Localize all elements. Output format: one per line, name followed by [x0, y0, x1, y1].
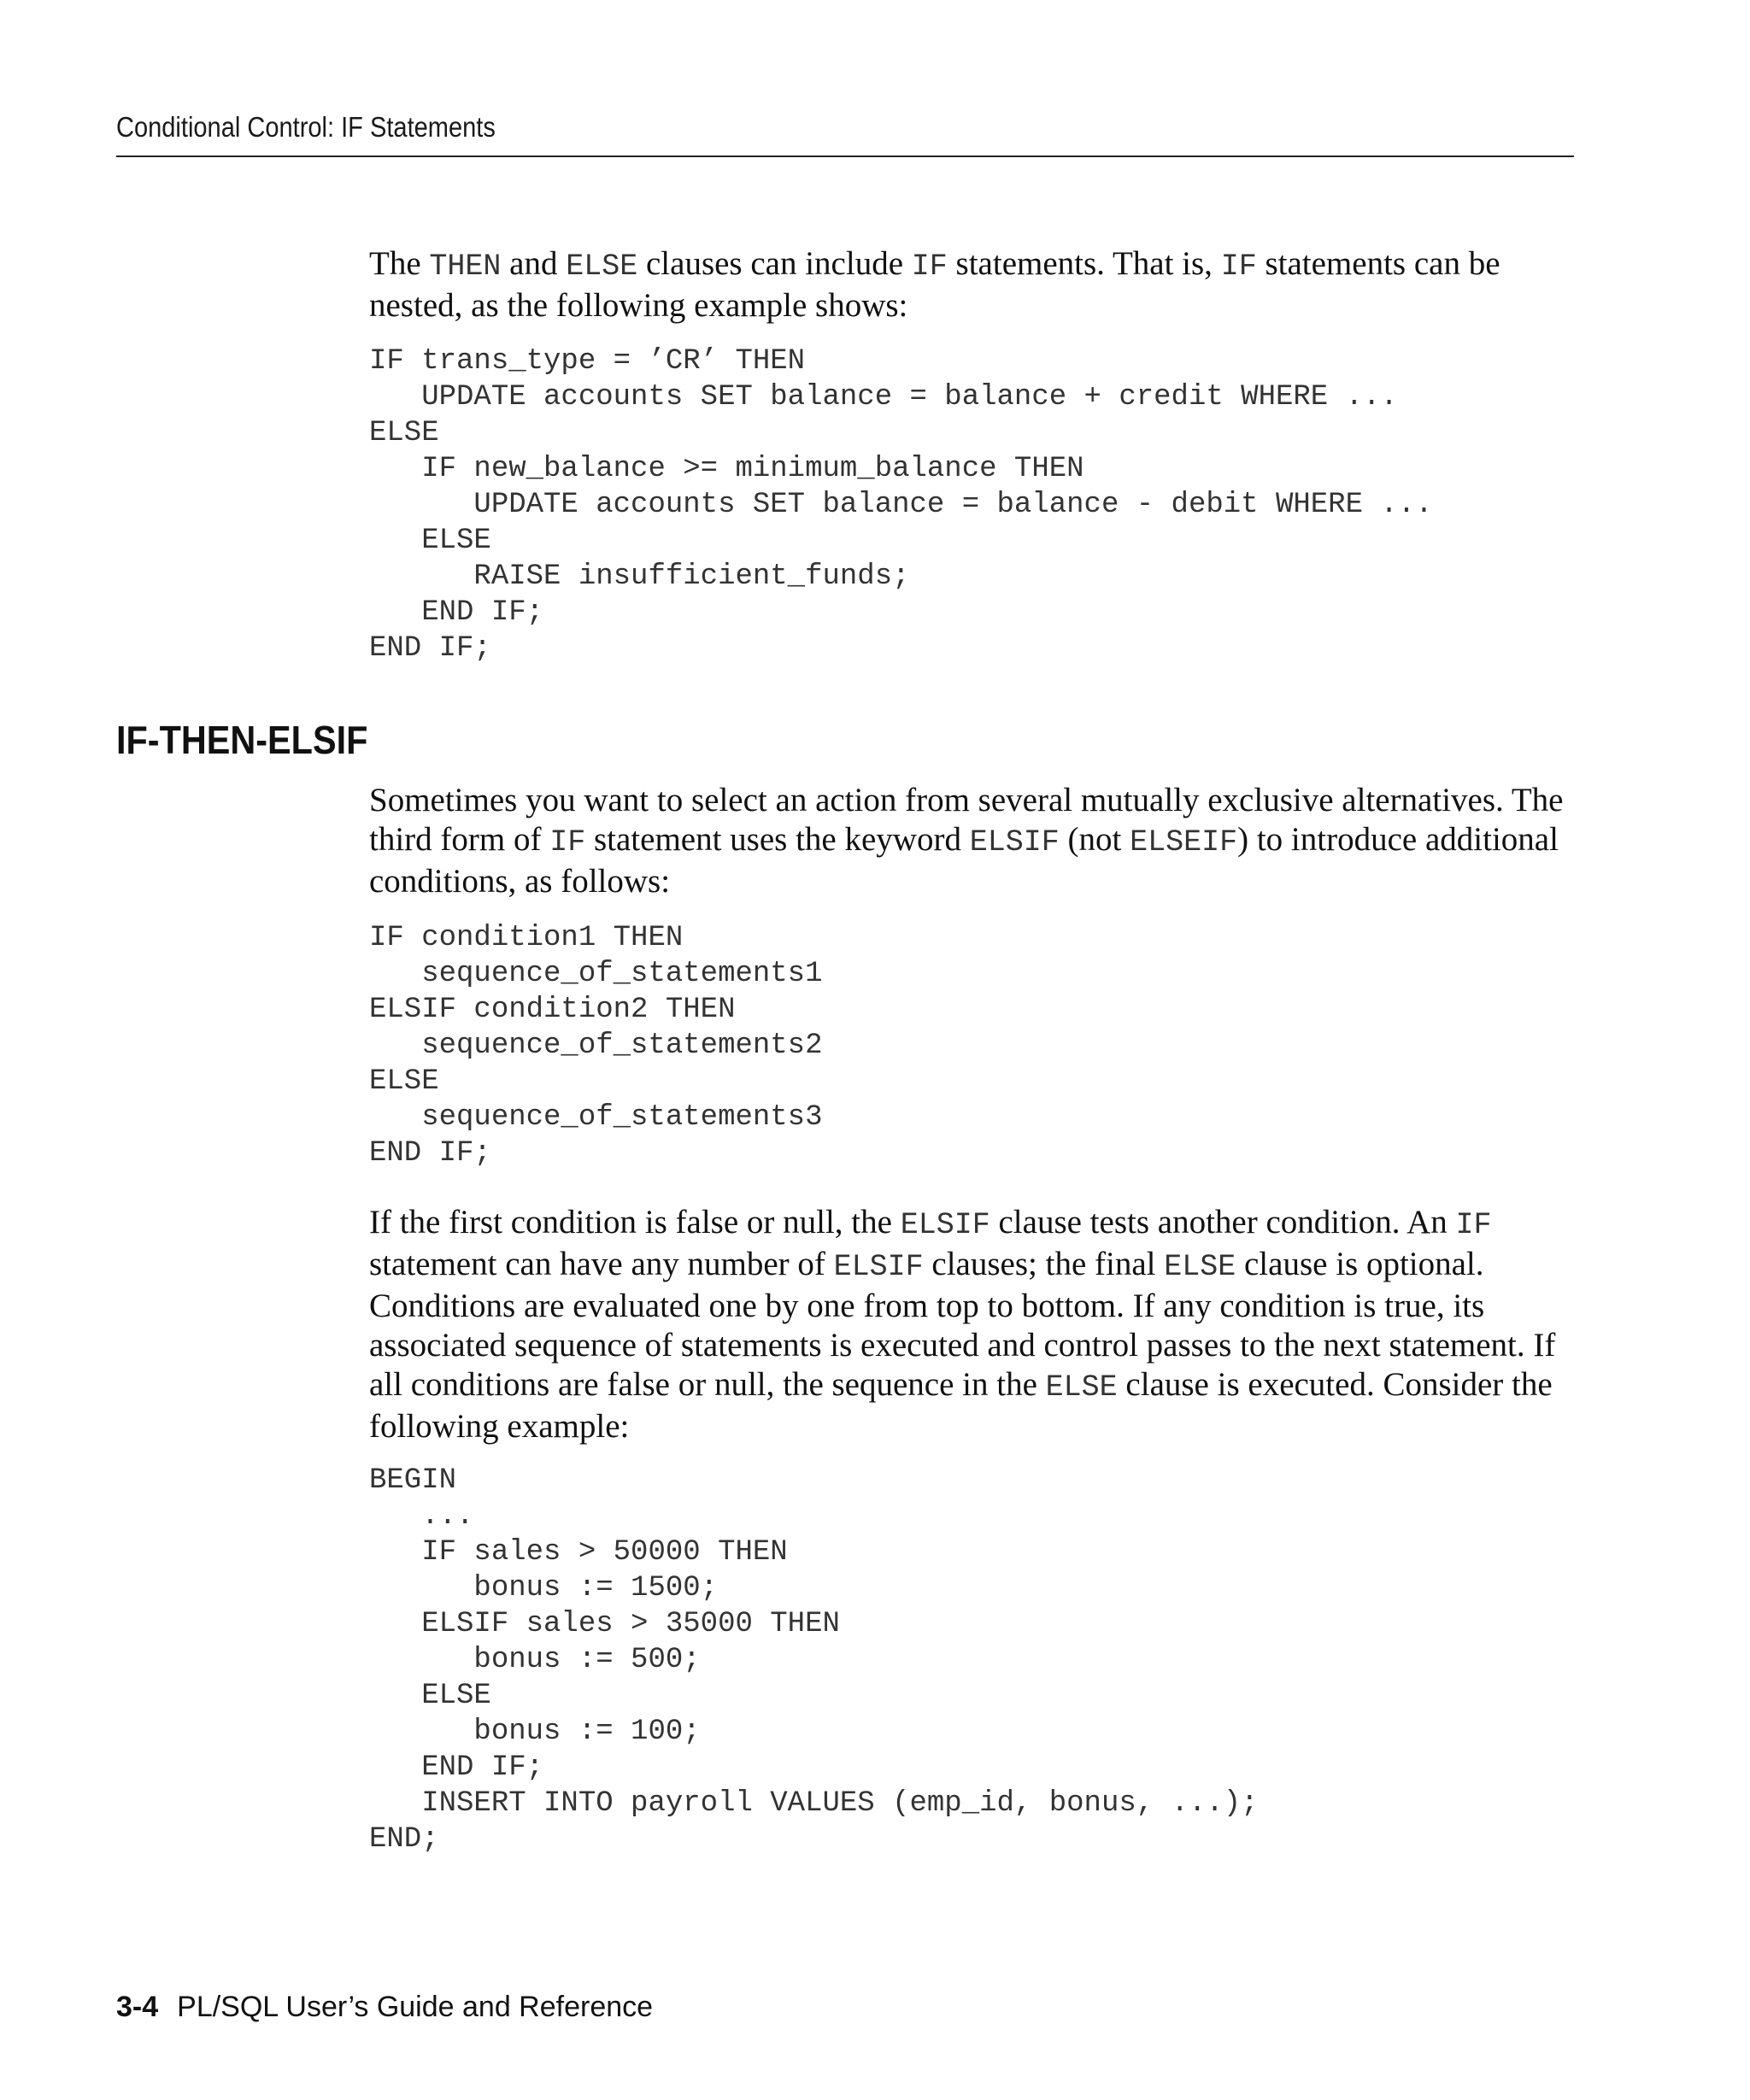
keyword-else: ELSE: [1164, 1250, 1236, 1284]
keyword-else: ELSE: [1045, 1370, 1118, 1405]
keyword-if: IF: [1220, 249, 1257, 284]
keyword-if: IF: [911, 249, 948, 284]
keyword-elseif: ELSEIF: [1130, 825, 1238, 859]
code-listing: BEGIN ... IF sales > 50000 THEN bonus := 1500; ELSIF sales > 35000 THEN bonus := 500; ELSE bonus := 100; END IF; INSERT INTO payroll VALUES (emp_id, bonus, ...); END;: [369, 1464, 1259, 1856]
code-listing: IF trans_type = ’CR’ THEN UPDATE accounts SET balance = balance + credit WHERE ... ELSE IF new_balance >= minimum_balance THEN UPDATE accounts SET balance = balance - debit WHERE ... ELSE RAISE insufficient_funds; END IF; END IF;: [369, 345, 1433, 665]
keyword-if: IF: [549, 825, 586, 859]
keyword-elsif: ELSIF: [900, 1208, 990, 1242]
keyword-then: THEN: [429, 249, 502, 284]
running-header: [116, 106, 1574, 157]
elsif-intro-block: [369, 781, 1583, 901]
keyword-else: ELSE: [566, 249, 638, 284]
elsif-explanation-block: [369, 1203, 1583, 1446]
page-footer: [116, 1987, 653, 2027]
elsif-explanation-paragraph: If the first condition is false or null, the ELSIF clause tests another condition. An IF statement can have any number of ELSIF clauses; the final ELSE clause is optional. Conditions are evaluated one by one from top to bottom. If any condition is true, its associated sequence of statements is executed and control passes to the next statement. If all conditions are false or null, the sequence in the ELSE clause is executed. Consider the following example:: [369, 1204, 1556, 1445]
intro-paragraph: The THEN and ELSE clauses can include IF statements. That is, IF statements can be nested, as the following example shows:: [369, 245, 1500, 324]
running-header-title: Conditional Control: IF Statements: [116, 111, 496, 143]
code-block-nested-if: [369, 343, 1583, 666]
code-block-elsif-syntax: [369, 920, 1583, 1171]
keyword-if: IF: [1455, 1208, 1492, 1242]
keyword-elsif: ELSIF: [969, 825, 1060, 859]
section-heading: IF-THEN-ELSIF: [116, 718, 368, 762]
code-listing: IF condition1 THEN sequence_of_statements1 ELSIF condition2 THEN sequence_of_statements2 ELSE sequence_of_statements3 END IF;: [369, 922, 823, 1170]
elsif-intro-paragraph: Sometimes you want to select an action from several mutually exclusive alternatives. The third form of IF statement uses the keyword ELSIF (not ELSEIF) to introduce additional conditions, as follows:: [369, 782, 1564, 900]
intro-paragraph-block: [369, 244, 1583, 326]
page-number: 3-4: [116, 1991, 159, 2023]
book-title: PL/SQL User’s Guide and Reference: [177, 1991, 654, 2023]
keyword-elsif: ELSIF: [833, 1250, 924, 1284]
code-block-bonus-example: [369, 1463, 1583, 1857]
